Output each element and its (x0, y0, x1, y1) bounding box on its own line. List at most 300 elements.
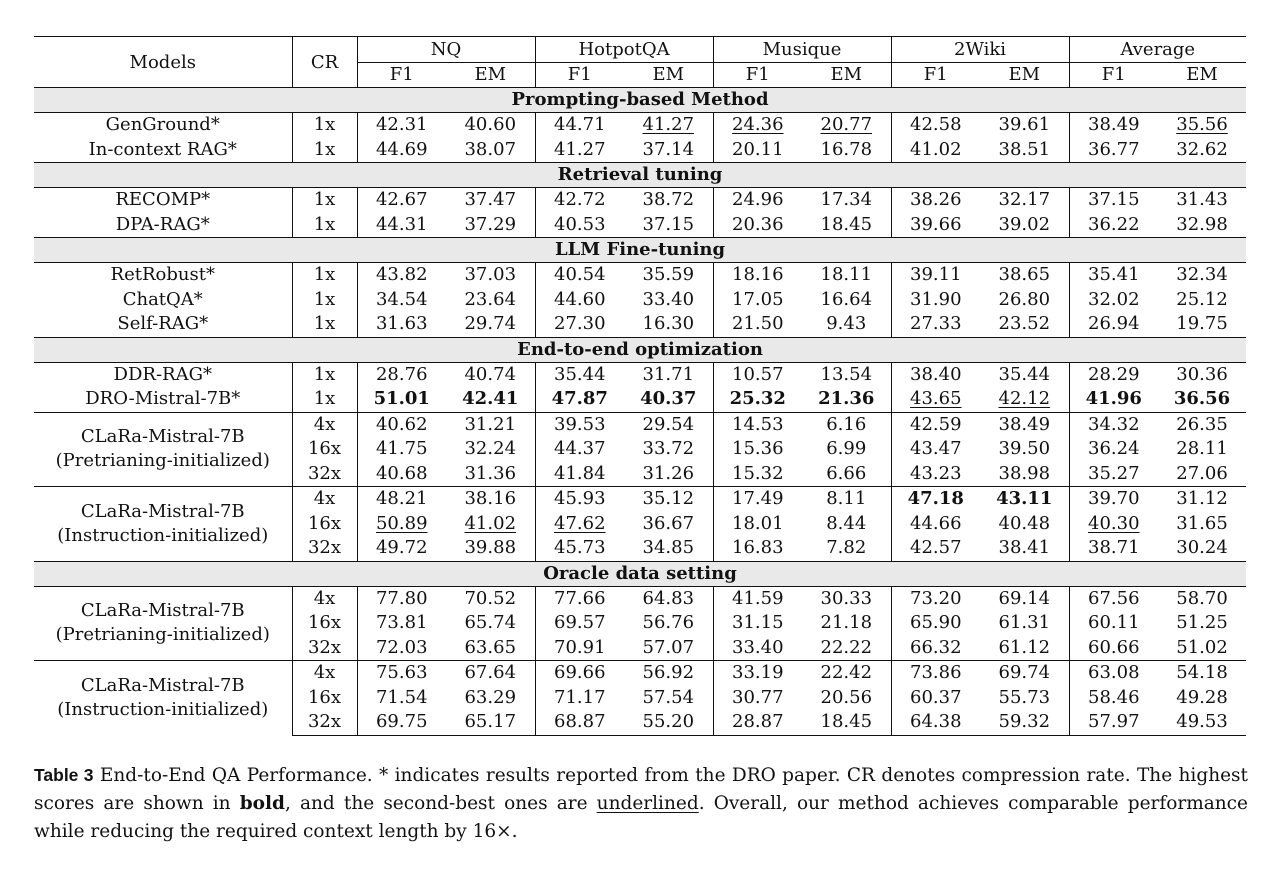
score-cell (713, 387, 802, 412)
score-value: 25.32 (729, 388, 786, 409)
score-value: 56.92 (642, 662, 695, 683)
score-value: 31.36 (464, 462, 517, 484)
score-cell (446, 288, 535, 313)
score-cell (535, 512, 624, 537)
score-cell (891, 437, 980, 462)
score-value: 38.71 (1088, 537, 1140, 558)
score-cell (624, 288, 713, 313)
cr-value: 1x (292, 113, 357, 138)
score-value: 41.75 (375, 438, 428, 459)
score-cell (802, 387, 891, 412)
score-cell (713, 312, 802, 337)
score-value: 65.90 (910, 612, 962, 633)
score-cell (1069, 387, 1158, 412)
score-cell (357, 512, 446, 537)
score-cell (713, 213, 802, 238)
model-name: CLaRa-Mistral-7B (Instruction-initialized) (34, 487, 292, 562)
score-value: 9.43 (826, 313, 867, 334)
score-value: 23.52 (998, 313, 1051, 334)
score-cell (535, 661, 624, 686)
score-cell (802, 462, 891, 487)
score-cell (1158, 661, 1246, 686)
score-cell (1069, 586, 1158, 611)
score-cell (802, 288, 891, 313)
table-row (34, 312, 1246, 337)
score-cell (535, 710, 624, 735)
score-cell (357, 661, 446, 686)
score-cell (980, 686, 1069, 711)
results-body (34, 88, 1246, 736)
score-value: 43.65 (910, 388, 962, 409)
score-value: 39.70 (1088, 488, 1140, 509)
score-value: 69.14 (998, 587, 1051, 609)
metric-header-em: EM (802, 63, 891, 88)
cr-value: 4x (292, 412, 357, 437)
score-value: 38.51 (998, 138, 1051, 160)
score-value: 8.11 (826, 488, 867, 509)
score-value: 64.38 (910, 711, 962, 732)
score-value: 22.42 (820, 662, 873, 683)
score-value: 6.16 (826, 413, 867, 435)
score-value: 43.11 (996, 488, 1053, 509)
score-value: 29.74 (464, 313, 517, 334)
score-value: 75.63 (375, 662, 428, 683)
score-cell (357, 462, 446, 487)
score-cell (446, 412, 535, 437)
score-value: 32.24 (464, 438, 517, 459)
score-value: 18.01 (732, 512, 784, 534)
metric-header-em: EM (980, 63, 1069, 88)
score-cell (535, 263, 624, 288)
score-cell (1069, 487, 1158, 512)
score-cell (1069, 412, 1158, 437)
cr-value: 16x (292, 512, 357, 537)
section-header-row (34, 163, 1246, 188)
score-value: 43.23 (910, 462, 962, 484)
score-cell (802, 586, 891, 611)
score-value: 36.24 (1088, 438, 1140, 459)
score-cell (713, 288, 802, 313)
score-cell (980, 661, 1069, 686)
score-cell (535, 586, 624, 611)
score-value: 40.37 (640, 388, 697, 409)
score-value: 30.24 (1176, 537, 1228, 558)
score-value: 21.50 (732, 313, 784, 334)
cr-value: 32x (292, 462, 357, 487)
score-value: 73.20 (910, 587, 962, 609)
score-cell (1158, 362, 1246, 387)
score-cell (802, 188, 891, 213)
score-cell (891, 586, 980, 611)
score-cell (891, 636, 980, 661)
score-cell (446, 661, 535, 686)
score-value: 28.87 (732, 711, 784, 732)
cr-value: 1x (292, 312, 357, 337)
score-value: 70.91 (554, 636, 606, 658)
score-cell (980, 462, 1069, 487)
score-value: 67.56 (1088, 587, 1140, 609)
score-cell (624, 312, 713, 337)
score-value: 69.57 (554, 612, 606, 633)
score-value: 20.77 (820, 114, 873, 135)
score-cell (624, 661, 713, 686)
score-value: 16.78 (820, 138, 873, 160)
score-cell (891, 362, 980, 387)
score-value: 26.94 (1088, 313, 1140, 334)
score-value: 15.32 (732, 462, 784, 484)
score-cell (891, 661, 980, 686)
score-cell (891, 487, 980, 512)
score-value: 42.59 (910, 413, 962, 435)
score-cell (357, 263, 446, 288)
score-value: 40.60 (464, 114, 517, 135)
score-cell (1158, 487, 1246, 512)
score-cell (624, 462, 713, 487)
dataset-header-hotpotqa: HotpotQA (535, 37, 713, 63)
score-value: 20.11 (732, 138, 784, 160)
score-value: 60.11 (1088, 612, 1140, 633)
table-row (34, 288, 1246, 313)
score-cell (446, 188, 535, 213)
score-value: 39.88 (464, 537, 517, 558)
score-value: 39.02 (998, 213, 1051, 235)
score-cell (446, 686, 535, 711)
score-value: 42.72 (554, 189, 606, 210)
score-value: 57.07 (642, 636, 695, 658)
score-value: 36.22 (1088, 213, 1140, 235)
score-cell (980, 213, 1069, 238)
score-cell (713, 138, 802, 163)
score-value: 31.63 (375, 313, 428, 334)
dataset-header-nq: NQ (357, 37, 535, 63)
model-name: RECOMP* (115, 189, 211, 211)
model-name: RetRobust* (110, 264, 215, 286)
score-cell (802, 710, 891, 735)
model-name: In-context RAG* (88, 138, 237, 160)
score-cell (802, 686, 891, 711)
dataset-header-musique: Musique (713, 37, 891, 63)
score-value: 58.46 (1088, 686, 1140, 708)
cr-value: 32x (292, 636, 357, 661)
score-cell (1069, 536, 1158, 561)
score-value: 36.56 (1173, 388, 1231, 409)
cr-value: 1x (292, 138, 357, 163)
score-value: 71.54 (375, 686, 428, 708)
score-value: 38.26 (910, 189, 962, 210)
metric-header-f1: F1 (713, 63, 802, 88)
score-value: 38.72 (642, 189, 695, 210)
metric-header-em: EM (624, 63, 713, 88)
score-cell (891, 312, 980, 337)
score-value: 42.31 (375, 114, 428, 135)
score-value: 67.64 (464, 662, 517, 683)
caption-label: Table 3 (34, 765, 94, 785)
score-value: 30.33 (820, 587, 873, 609)
score-cell (1069, 710, 1158, 735)
score-value: 32.17 (998, 189, 1051, 210)
score-cell (980, 263, 1069, 288)
score-value: 70.52 (464, 587, 517, 609)
caption-text-part2: , and the second-best ones are (284, 793, 597, 814)
score-value: 41.27 (642, 114, 695, 135)
score-cell (535, 387, 624, 412)
score-cell (980, 586, 1069, 611)
score-cell (1069, 213, 1158, 238)
score-value: 36.77 (1088, 138, 1140, 160)
metric-header-f1: F1 (535, 63, 624, 88)
score-value: 18.45 (820, 711, 873, 732)
score-value: 30.36 (1176, 363, 1228, 385)
score-value: 37.15 (1088, 189, 1140, 210)
score-value: 30.77 (732, 686, 784, 708)
score-cell (357, 138, 446, 163)
score-value: 34.85 (642, 537, 695, 558)
score-value: 40.74 (464, 363, 517, 385)
score-cell (980, 611, 1069, 636)
dataset-header-average: Average (1069, 37, 1246, 63)
score-value: 37.03 (464, 264, 517, 285)
score-value: 40.68 (375, 462, 428, 484)
score-value: 15.36 (732, 438, 784, 459)
score-cell (357, 213, 446, 238)
score-value: 50.89 (375, 512, 428, 534)
score-cell (891, 536, 980, 561)
score-cell (535, 113, 624, 138)
score-value: 28.29 (1088, 363, 1140, 385)
score-value: 47.87 (551, 388, 608, 409)
score-value: 38.40 (910, 363, 962, 385)
score-cell (1069, 661, 1158, 686)
section-title: LLM Fine-tuning (34, 238, 1246, 263)
section-header-row (34, 88, 1246, 113)
metric-header-f1: F1 (891, 63, 980, 88)
score-cell (1158, 412, 1246, 437)
score-value: 65.74 (464, 612, 517, 633)
score-cell (624, 362, 713, 387)
score-cell (980, 636, 1069, 661)
score-cell (624, 586, 713, 611)
score-value: 55.20 (642, 711, 695, 732)
score-value: 41.59 (732, 587, 784, 609)
score-cell (535, 188, 624, 213)
score-value: 27.06 (1176, 462, 1228, 484)
score-cell (446, 710, 535, 735)
score-value: 38.98 (998, 462, 1051, 484)
score-cell (802, 487, 891, 512)
score-value: 77.80 (375, 587, 428, 609)
score-cell (446, 636, 535, 661)
score-cell (802, 312, 891, 337)
score-value: 24.96 (732, 189, 784, 210)
score-cell (980, 710, 1069, 735)
score-cell (446, 437, 535, 462)
score-cell (1158, 636, 1246, 661)
score-cell (891, 213, 980, 238)
score-value: 29.54 (642, 413, 695, 435)
table-row (34, 362, 1246, 387)
cr-value: 1x (292, 387, 357, 412)
score-cell (980, 512, 1069, 537)
score-cell (891, 188, 980, 213)
score-cell (357, 387, 446, 412)
table-row (34, 213, 1246, 238)
score-cell (446, 487, 535, 512)
score-cell (624, 113, 713, 138)
score-value: 44.37 (554, 438, 606, 459)
section-header-row (34, 337, 1246, 362)
score-cell (357, 113, 446, 138)
model-name: CLaRa-Mistral-7B (Pretrianing-initialized) (34, 412, 292, 487)
score-cell (713, 263, 802, 288)
cr-value: 4x (292, 661, 357, 686)
score-value: 63.29 (464, 686, 517, 708)
table-caption (34, 761, 1248, 846)
score-value: 35.12 (642, 488, 695, 509)
score-value: 42.58 (910, 114, 962, 135)
score-value: 38.49 (1088, 114, 1140, 135)
score-cell (980, 312, 1069, 337)
score-cell (980, 288, 1069, 313)
score-value: 33.72 (642, 438, 695, 459)
score-cell (535, 138, 624, 163)
score-value: 48.21 (375, 488, 428, 509)
score-value: 39.61 (998, 114, 1051, 135)
score-value: 31.15 (732, 612, 784, 633)
score-cell (802, 512, 891, 537)
score-value: 43.47 (910, 438, 962, 459)
score-value: 18.16 (732, 264, 784, 285)
score-cell (802, 611, 891, 636)
score-cell (1069, 636, 1158, 661)
score-cell (446, 138, 535, 163)
score-cell (357, 412, 446, 437)
score-value: 45.93 (554, 488, 606, 509)
score-value: 37.29 (464, 213, 517, 235)
score-value: 25.12 (1176, 288, 1228, 310)
model-name: CLaRa-Mistral-7B (Pretrianing-initialized) (55, 600, 270, 646)
cr-value: 32x (292, 710, 357, 735)
score-value: 39.66 (910, 213, 962, 235)
dataset-header-2wiki: 2Wiki (891, 37, 1069, 63)
score-cell (802, 536, 891, 561)
score-cell (802, 636, 891, 661)
model-name: GenGround* (105, 114, 220, 136)
table-row (34, 661, 1246, 686)
section-header-row (34, 238, 1246, 263)
score-value: 28.76 (375, 363, 428, 385)
score-cell (1069, 512, 1158, 537)
score-value: 10.57 (732, 363, 784, 385)
score-value: 40.62 (375, 413, 428, 435)
score-value: 39.50 (998, 438, 1051, 459)
score-value: 61.31 (998, 612, 1051, 633)
score-cell (446, 362, 535, 387)
score-value: 63.08 (1088, 662, 1140, 683)
score-cell (713, 437, 802, 462)
cr-value: 4x (292, 487, 357, 512)
score-cell (1158, 536, 1246, 561)
cr-value: 1x (292, 213, 357, 238)
score-cell (446, 586, 535, 611)
score-value: 18.45 (820, 213, 873, 235)
table-row (34, 263, 1246, 288)
score-cell (891, 138, 980, 163)
score-cell (891, 611, 980, 636)
score-cell (357, 437, 446, 462)
score-cell (980, 487, 1069, 512)
score-cell (1158, 437, 1246, 462)
score-value: 44.60 (554, 288, 606, 310)
score-value: 44.69 (375, 138, 428, 160)
score-cell (624, 437, 713, 462)
score-value: 21.18 (820, 612, 873, 633)
score-value: 41.02 (464, 512, 517, 534)
score-value: 60.37 (910, 686, 962, 708)
score-value: 61.12 (998, 636, 1051, 658)
score-value: 20.36 (732, 213, 784, 235)
score-cell (357, 710, 446, 735)
score-value: 49.53 (1176, 711, 1228, 732)
score-value: 26.80 (998, 288, 1051, 310)
score-value: 6.99 (826, 438, 867, 459)
cr-value: 32x (292, 536, 357, 561)
score-cell (891, 113, 980, 138)
score-value: 26.35 (1176, 413, 1228, 435)
score-cell (980, 412, 1069, 437)
score-cell (535, 462, 624, 487)
score-cell (1069, 362, 1158, 387)
score-value: 41.27 (554, 138, 606, 160)
score-cell (624, 536, 713, 561)
score-value: 35.41 (1088, 264, 1140, 285)
score-value: 21.36 (818, 388, 875, 409)
score-cell (446, 113, 535, 138)
score-value: 32.62 (1176, 138, 1228, 160)
score-cell (1069, 188, 1158, 213)
score-value: 42.57 (910, 537, 962, 558)
score-value: 73.86 (910, 662, 962, 683)
score-value: 42.67 (375, 189, 428, 210)
cr-value: 16x (292, 686, 357, 711)
score-value: 77.66 (554, 587, 606, 609)
cr-value: 16x (292, 437, 357, 462)
score-value: 31.26 (642, 462, 695, 484)
score-cell (891, 686, 980, 711)
score-value: 55.73 (998, 686, 1051, 708)
score-cell (357, 686, 446, 711)
models-header: Models (34, 37, 292, 88)
metric-header-f1: F1 (357, 63, 446, 88)
score-value: 22.22 (820, 636, 873, 658)
score-value: 35.44 (554, 363, 606, 385)
score-value: 73.81 (375, 612, 428, 633)
table-row (34, 188, 1246, 213)
score-value: 41.84 (554, 462, 606, 484)
score-value: 41.96 (1085, 388, 1142, 409)
score-cell (1158, 213, 1246, 238)
score-cell (624, 213, 713, 238)
score-value: 17.49 (732, 488, 784, 509)
score-value: 16.30 (642, 313, 695, 334)
score-value: 59.32 (998, 711, 1051, 732)
score-value: 51.02 (1176, 636, 1228, 658)
score-cell (891, 462, 980, 487)
score-cell (713, 536, 802, 561)
score-cell (802, 412, 891, 437)
model-name: DPA-RAG* (115, 213, 210, 235)
score-value: 40.30 (1088, 512, 1140, 534)
model-name: DRO-Mistral-7B* (85, 388, 241, 410)
